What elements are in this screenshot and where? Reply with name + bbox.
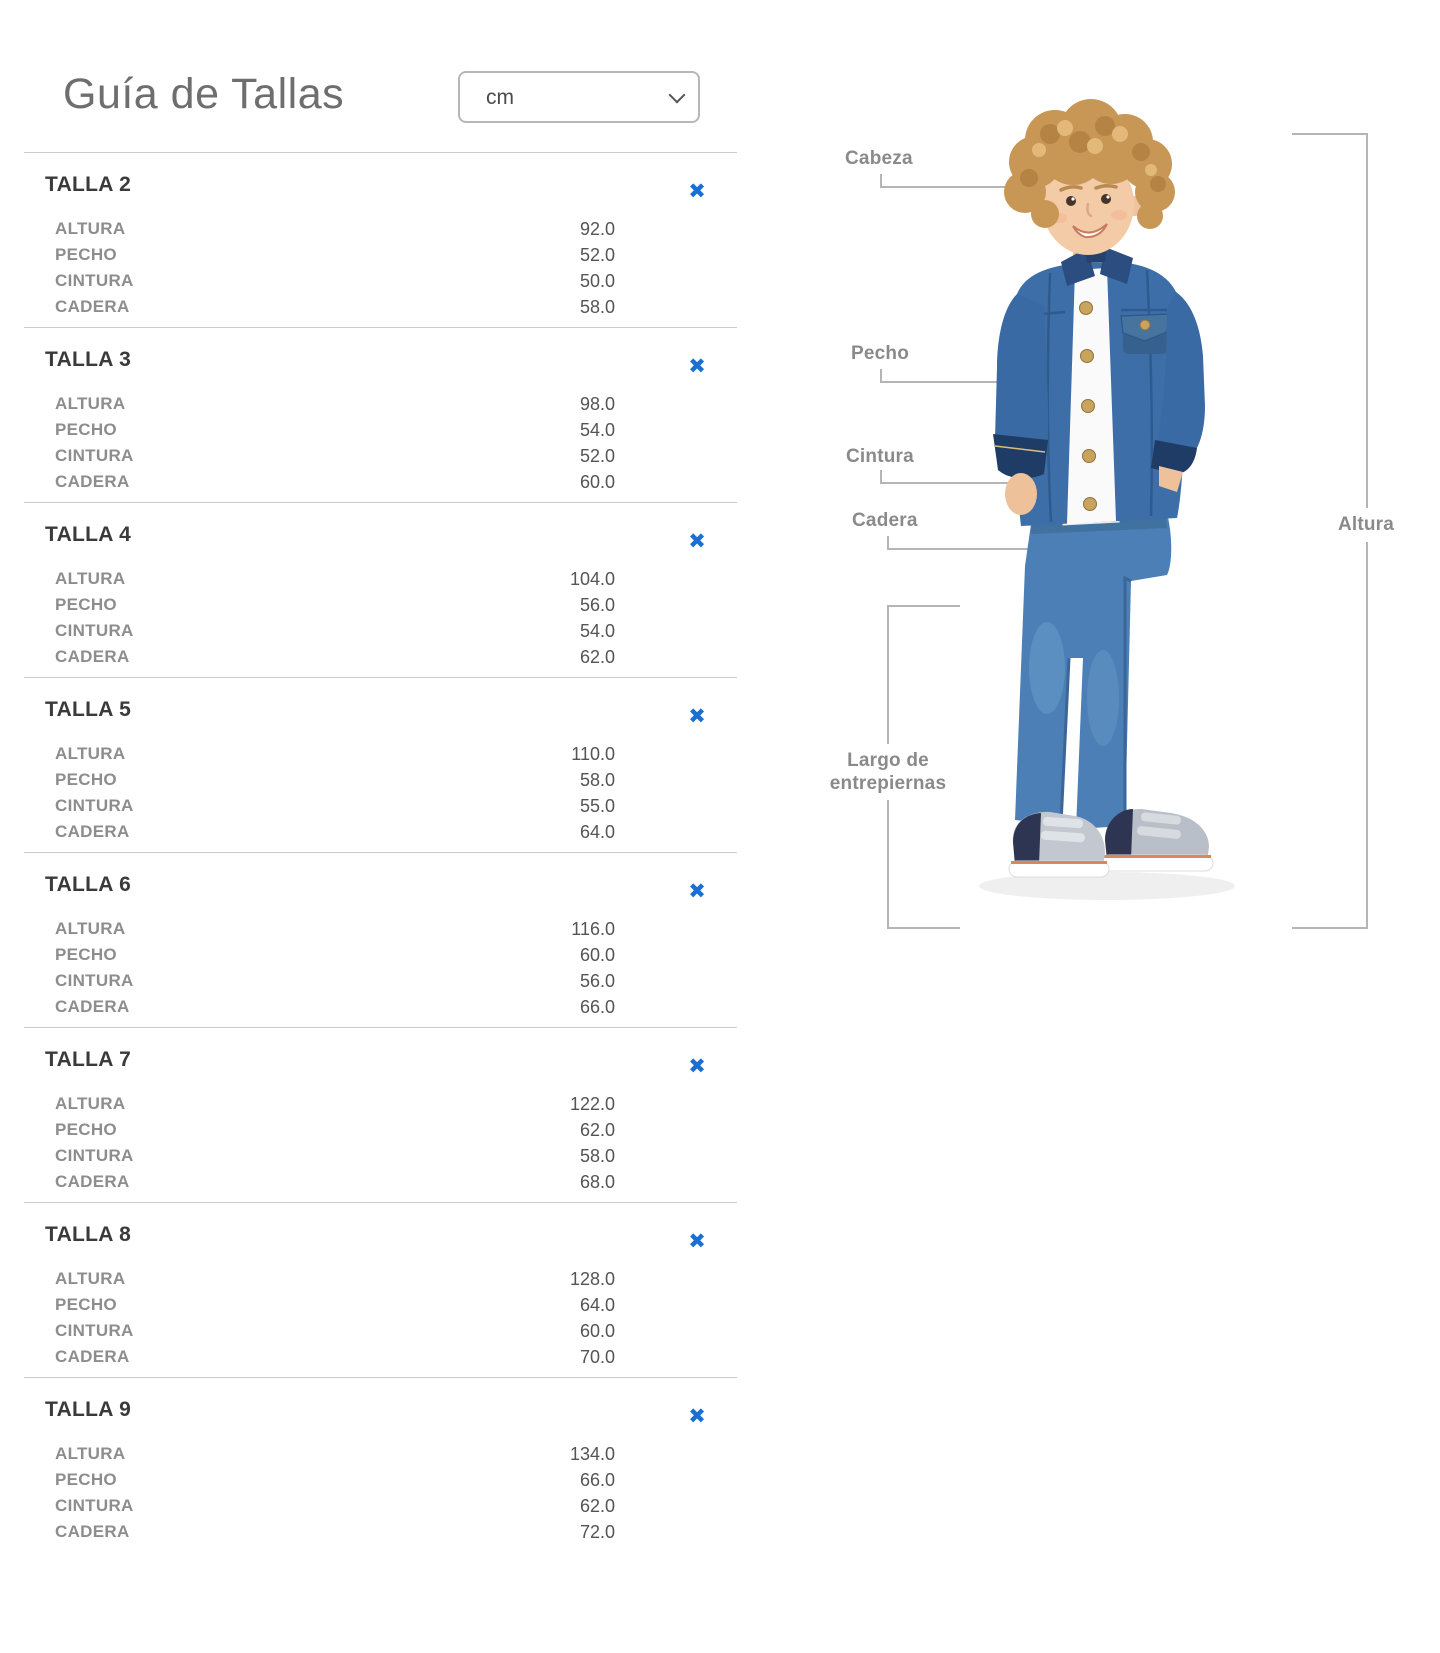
measurement-row: [55, 216, 615, 242]
measurement-value: 122.0: [569, 1094, 615, 1114]
measurement-value: 52.0: [579, 446, 615, 466]
diagram-label-altura: Altura: [1328, 508, 1404, 542]
measurement-value: 60.0: [579, 1321, 615, 1341]
measurement-label: PECHO: [55, 1120, 117, 1139]
measurement-label: ALTURA: [55, 394, 126, 413]
size-title: TALLA 4: [45, 523, 132, 546]
measurement-row: [55, 994, 615, 1020]
size-section-talla-8: [24, 1202, 737, 1377]
measurement-label: PECHO: [55, 420, 117, 439]
measurement-value: 56.0: [579, 971, 615, 991]
measurement-label: CADERA: [55, 1172, 130, 1191]
measurement-value: 56.0: [579, 595, 615, 615]
size-section-talla-9: [24, 1377, 737, 1552]
measurement-value: 58.0: [579, 770, 615, 790]
measurement-label: CINTURA: [55, 796, 134, 815]
measurement-value: 128.0: [569, 1269, 615, 1289]
measurement-value: 50.0: [579, 271, 615, 291]
size-title: TALLA 2: [45, 173, 132, 196]
measurement-value: 58.0: [579, 1146, 615, 1166]
close-icon: ✖: [688, 1404, 706, 1428]
measurement-label: CADERA: [55, 472, 130, 491]
close-icon: ✖: [688, 879, 706, 903]
measurement-value: 134.0: [569, 1444, 615, 1464]
measurement-value: 60.0: [579, 945, 615, 965]
measurement-label: ALTURA: [55, 1269, 126, 1288]
measurement-row: [55, 1519, 615, 1545]
measurement-label: CINTURA: [55, 971, 134, 990]
measurement-value: 52.0: [579, 245, 615, 265]
measurement-label: ALTURA: [55, 219, 126, 238]
size-section-talla-4: [24, 502, 737, 677]
child-illustration: [955, 98, 1275, 913]
size-section-talla-5: [24, 677, 737, 852]
measurement-value: 66.0: [579, 997, 615, 1017]
size-title: TALLA 3: [45, 348, 132, 371]
measurement-row: [55, 1143, 615, 1169]
measurement-row: [55, 469, 615, 495]
measurement-label: PECHO: [55, 1295, 117, 1314]
measurement-label: ALTURA: [55, 919, 126, 938]
measurement-label: CINTURA: [55, 1146, 134, 1165]
close-icon: ✖: [688, 704, 706, 728]
measurement-label: CADERA: [55, 1522, 130, 1541]
measurement-label: PECHO: [55, 770, 117, 789]
measurement-value: 54.0: [579, 621, 615, 641]
size-section-talla-2: [24, 152, 737, 327]
close-icon: ✖: [688, 179, 706, 203]
measurement-row: [55, 968, 615, 994]
diagram-label-cadera: Cadera: [852, 510, 918, 531]
measurement-row: [55, 1467, 615, 1493]
measurement-value: 60.0: [579, 472, 615, 492]
measurement-row: [55, 767, 615, 793]
measurement-label: CINTURA: [55, 1321, 134, 1340]
measurement-label: CADERA: [55, 822, 130, 841]
measurement-label: ALTURA: [55, 1444, 126, 1463]
measurement-row: [55, 391, 615, 417]
measurement-value: 70.0: [579, 1347, 615, 1367]
close-icon: ✖: [688, 529, 706, 553]
measurement-row: [55, 741, 615, 767]
measurement-label: ALTURA: [55, 744, 126, 763]
measurement-row: [55, 819, 615, 845]
measurement-value: 110.0: [571, 744, 615, 764]
measurement-value: 55.0: [579, 796, 615, 816]
close-icon: ✖: [688, 1054, 706, 1078]
measurement-row: [55, 294, 615, 320]
measurement-value: 104.0: [569, 569, 615, 589]
child-photo: [955, 98, 1275, 913]
measurement-label: CADERA: [55, 297, 130, 316]
measurement-label: ALTURA: [55, 569, 126, 588]
measurement-row: [55, 268, 615, 294]
measurement-value: 92.0: [579, 219, 615, 239]
close-button[interactable]: [682, 527, 712, 555]
close-icon: ✖: [688, 1229, 706, 1253]
close-button[interactable]: [682, 177, 712, 205]
measurement-label: CADERA: [55, 647, 130, 666]
measurement-value: 66.0: [579, 1470, 615, 1490]
measurement-row: [55, 417, 615, 443]
diagram-label-largo-de-entrepiernas: Largo de entrepiernas: [806, 744, 970, 800]
close-button[interactable]: [682, 1227, 712, 1255]
size-title: TALLA 7: [45, 1048, 132, 1071]
measurement-value: 72.0: [579, 1522, 615, 1542]
measurement-label: CINTURA: [55, 1496, 134, 1515]
measurement-row: [55, 242, 615, 268]
measurement-row: [55, 793, 615, 819]
measurement-row: [55, 1169, 615, 1195]
size-section-talla-3: [24, 327, 737, 502]
size-section-talla-6: [24, 852, 737, 1027]
close-button[interactable]: [682, 1052, 712, 1080]
diagram-label-cabeza: Cabeza: [845, 148, 913, 169]
measurement-value: 98.0: [579, 394, 615, 414]
size-list: [24, 152, 737, 1552]
measurement-value: 58.0: [579, 297, 615, 317]
unit-select-wrap: [458, 71, 700, 123]
close-icon: ✖: [688, 354, 706, 378]
measurement-label: CINTURA: [55, 446, 134, 465]
measurement-label: ALTURA: [55, 1094, 126, 1113]
measurement-label: CINTURA: [55, 271, 134, 290]
close-button[interactable]: [682, 1402, 712, 1430]
close-button[interactable]: [682, 702, 712, 730]
close-button[interactable]: [682, 877, 712, 905]
measurement-row: [55, 1318, 615, 1344]
measurement-row: [55, 566, 615, 592]
measurement-row: [55, 916, 615, 942]
size-title: TALLA 6: [45, 873, 132, 896]
size-title: TALLA 8: [45, 1223, 132, 1246]
measurement-row: [55, 1117, 615, 1143]
measurement-label: PECHO: [55, 1470, 117, 1489]
measurement-value: 62.0: [579, 647, 615, 667]
size-section-talla-7: [24, 1027, 737, 1202]
page-title: Guía de Tallas: [63, 70, 345, 118]
measurement-label: PECHO: [55, 245, 117, 264]
diagram-label-cintura: Cintura: [846, 446, 914, 467]
size-title: TALLA 9: [45, 1398, 132, 1421]
close-button[interactable]: [682, 352, 712, 380]
measurement-row: [55, 592, 615, 618]
measurement-value: 64.0: [579, 1295, 615, 1315]
measurement-row: [55, 618, 615, 644]
measurement-value: 116.0: [571, 919, 615, 939]
diagram-label-pecho: Pecho: [851, 343, 910, 364]
measurement-label: PECHO: [55, 595, 117, 614]
unit-select[interactable]: [458, 71, 700, 123]
measurement-value: 62.0: [579, 1120, 615, 1140]
measurement-row: [55, 644, 615, 670]
measurement-label: CINTURA: [55, 621, 134, 640]
measurement-value: 68.0: [579, 1172, 615, 1192]
measurement-row: [55, 1441, 615, 1467]
measurement-value: 54.0: [579, 420, 615, 440]
measurement-row: [55, 1292, 615, 1318]
measurement-row: [55, 443, 615, 469]
measurement-label: PECHO: [55, 945, 117, 964]
measurement-row: [55, 1493, 615, 1519]
measurement-label: CADERA: [55, 997, 130, 1016]
measurement-row: [55, 942, 615, 968]
measurement-value: 62.0: [579, 1496, 615, 1516]
measurement-row: [55, 1091, 615, 1117]
measurement-row: [55, 1266, 615, 1292]
measurement-label: CADERA: [55, 1347, 130, 1366]
measurement-value: 64.0: [579, 822, 615, 842]
measurement-row: [55, 1344, 615, 1370]
size-title: TALLA 5: [45, 698, 132, 721]
